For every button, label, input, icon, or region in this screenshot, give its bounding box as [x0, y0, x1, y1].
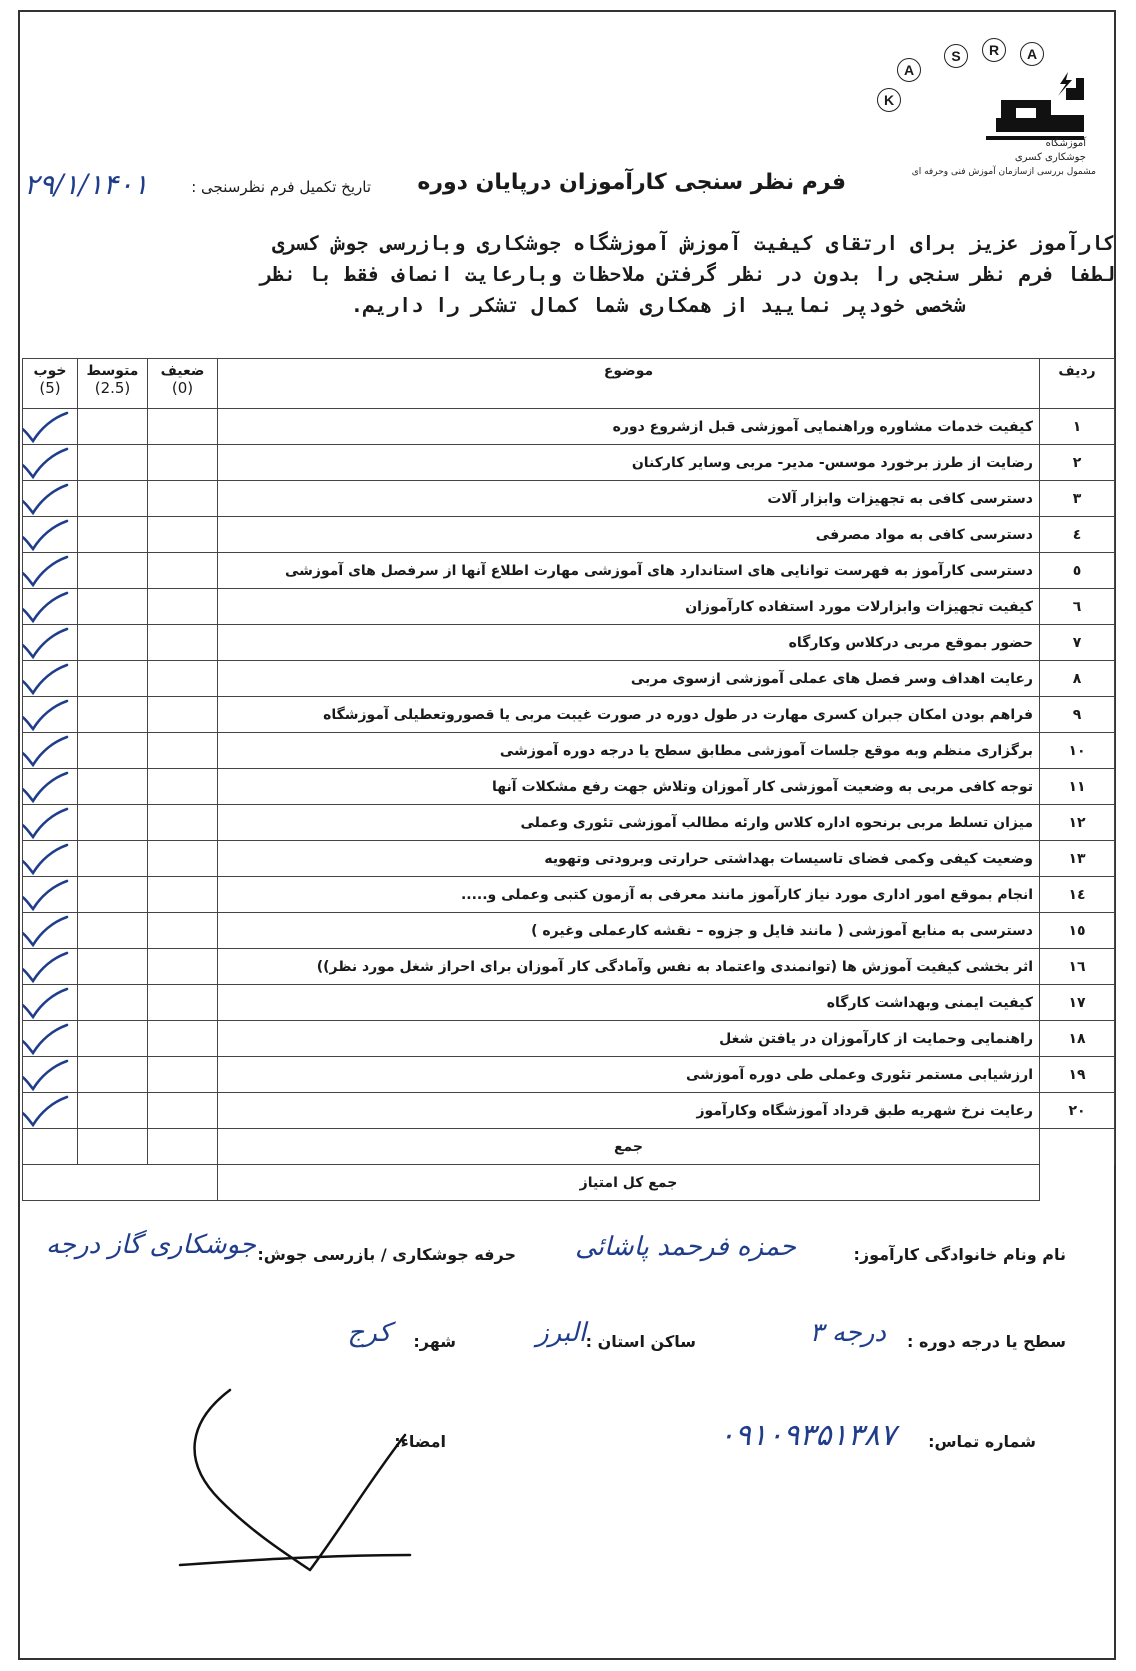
logo-letter-r: R	[982, 38, 1006, 62]
row-weak-cell[interactable]	[148, 733, 218, 769]
logo-mark-icon	[956, 70, 1086, 165]
checkmark-icon	[23, 518, 72, 552]
row-good-cell[interactable]	[23, 697, 78, 733]
row-weak-cell[interactable]	[148, 1093, 218, 1129]
row-number: ۱۰	[1040, 733, 1115, 769]
row-weak-cell[interactable]	[148, 625, 218, 661]
row-good-cell[interactable]	[23, 1093, 78, 1129]
row-topic: رعایت نرخ شهریه طبق قرداد آموزشگاه وکارآموز	[218, 1093, 1040, 1129]
table-row	[23, 409, 1115, 445]
row-medium-cell[interactable]	[78, 553, 148, 589]
date-value: ۲۹/۱/۱۴۰۱	[24, 168, 149, 201]
checkmark-icon	[23, 806, 72, 840]
logo-letter-k: K	[877, 88, 901, 112]
row-number: ۱۷	[1040, 985, 1115, 1021]
row-number: ٤	[1040, 517, 1115, 553]
trade-value: جوشکاری گاز درجه	[45, 1230, 256, 1260]
header-medium-score: (2.5)	[94, 379, 131, 397]
checkmark-icon	[23, 410, 72, 444]
row-number: ۱۸	[1040, 1021, 1115, 1057]
institute-logo	[856, 30, 1096, 180]
province-value: البرز	[536, 1318, 586, 1348]
checkmark-icon	[23, 878, 72, 912]
date-label: تاریخ تکمیل فرم نظرسنجی :	[191, 178, 371, 196]
row-medium-cell[interactable]	[78, 445, 148, 481]
row-medium-cell[interactable]	[78, 625, 148, 661]
sum-weak-cell	[148, 1129, 218, 1165]
row-topic: وضعیت کیفی وکمی فضای تاسیسات بهداشتی حرارتی وبرودتی وتهویه	[218, 841, 1040, 877]
checkmark-icon	[23, 1058, 72, 1092]
row-weak-cell[interactable]	[148, 553, 218, 589]
row-weak-cell[interactable]	[148, 913, 218, 949]
header-row-number: ردیف	[1040, 359, 1115, 409]
row-good-cell[interactable]	[23, 769, 78, 805]
row-number: ۲	[1040, 445, 1115, 481]
row-good-cell[interactable]	[23, 481, 78, 517]
row-number: ۳	[1040, 481, 1115, 517]
row-medium-cell[interactable]	[78, 769, 148, 805]
table-row	[23, 445, 1115, 481]
row-medium-cell[interactable]	[78, 805, 148, 841]
checkmark-icon	[23, 734, 72, 768]
row-weak-cell[interactable]	[148, 697, 218, 733]
table-row	[23, 877, 1115, 913]
header-good-score: (5)	[39, 379, 61, 397]
row-topic: توجه کافی مربی به وضعیت آموزشی کار آموزان وتلاش جهت رفع مشکلات آنها	[218, 769, 1040, 805]
checkmark-icon	[23, 590, 72, 624]
row-medium-cell[interactable]	[78, 481, 148, 517]
header-weak-label: ضعیف	[160, 363, 205, 379]
intro-paragraph	[40, 228, 1115, 321]
row-weak-cell[interactable]	[148, 661, 218, 697]
row-medium-cell[interactable]	[78, 661, 148, 697]
row-number: ٥	[1040, 553, 1115, 589]
row-weak-cell[interactable]	[148, 1057, 218, 1093]
table-row	[23, 661, 1115, 697]
row-medium-cell[interactable]	[78, 589, 148, 625]
row-number: ۱٥	[1040, 913, 1115, 949]
row-good-cell[interactable]	[23, 841, 78, 877]
table-row	[23, 481, 1115, 517]
row-good-cell[interactable]	[23, 1021, 78, 1057]
row-weak-cell[interactable]	[148, 769, 218, 805]
table-row	[23, 805, 1115, 841]
row-good-cell[interactable]	[23, 625, 78, 661]
row-good-cell[interactable]	[23, 553, 78, 589]
row-topic: اثر بخشی کیفیت آموزش ها (توانمندی واعتماد به نفس وآمادگی کار آموزان برای احراز شغل مورد نظر))	[218, 949, 1040, 985]
table-row	[23, 517, 1115, 553]
checkmark-icon	[23, 482, 72, 516]
row-number: ۸	[1040, 661, 1115, 697]
checkmark-icon	[23, 1094, 72, 1128]
row-topic: ارزشیابی مستمر تئوری وعملی طی دوره آموزشی	[218, 1057, 1040, 1093]
header-good	[23, 359, 78, 409]
row-topic: میزان تسلط مربی برنحوه اداره کلاس وارئه مطالب آموزشی تئوری وعملی	[218, 805, 1040, 841]
table-row	[23, 553, 1115, 589]
row-number: ٦	[1040, 589, 1115, 625]
phone-label: شماره تماس:	[928, 1432, 1036, 1451]
row-good-cell[interactable]	[23, 1057, 78, 1093]
name-value: حمزه فرحمد پاشائی	[575, 1232, 796, 1262]
row-medium-cell[interactable]	[78, 409, 148, 445]
row-medium-cell[interactable]	[78, 733, 148, 769]
row-topic: رضایت از طرز برخورد موسس- مدیر- مربی وسایر کارکنان	[218, 445, 1040, 481]
row-good-cell[interactable]	[23, 913, 78, 949]
checkmark-icon	[23, 1022, 72, 1056]
signature-icon	[170, 1380, 430, 1580]
row-good-cell[interactable]	[23, 409, 78, 445]
sum-good-cell	[23, 1129, 78, 1165]
row-topic: دسترسی کارآموز به فهرست توانایی های استاندارد های آموزشی مهارت اطلاع آنها از سرفصل های آموزشی	[218, 553, 1040, 589]
row-medium-cell[interactable]	[78, 913, 148, 949]
row-medium-cell[interactable]	[78, 949, 148, 985]
logo-text-1: آموزشگاه	[1045, 138, 1086, 149]
row-topic: دسترسی کافی به مواد مصرفی	[218, 517, 1040, 553]
row-topic: راهنمایی وحمایت از کارآموزان در یافتن شغل	[218, 1021, 1040, 1057]
row-medium-cell[interactable]	[78, 1093, 148, 1129]
row-weak-cell[interactable]	[148, 589, 218, 625]
table-row	[23, 841, 1115, 877]
form-title: فرم نظر سنجی کارآموزان درپایان دوره	[417, 170, 846, 195]
row-topic: حضور بموقع مربی درکلاس وکارگاه	[218, 625, 1040, 661]
sum-row	[23, 1129, 1115, 1165]
row-weak-cell[interactable]	[148, 445, 218, 481]
row-number: ۱	[1040, 409, 1115, 445]
header-topic: موضوع	[218, 359, 1040, 409]
row-weak-cell[interactable]	[148, 985, 218, 1021]
row-medium-cell[interactable]	[78, 1057, 148, 1093]
table-row	[23, 697, 1115, 733]
row-weak-cell[interactable]	[148, 517, 218, 553]
row-number: ۹	[1040, 697, 1115, 733]
checkmark-icon	[23, 770, 72, 804]
row-number: ۱٦	[1040, 949, 1115, 985]
table-row	[23, 1057, 1115, 1093]
checkmark-icon	[23, 554, 72, 588]
city-value: کرج	[347, 1318, 391, 1348]
logo-letter-s: S	[944, 44, 968, 68]
row-good-cell[interactable]	[23, 733, 78, 769]
phone-value: ۰۹۱۰۹۳۵۱۳۸۷	[718, 1418, 896, 1453]
checkmark-icon	[23, 842, 72, 876]
table-row	[23, 913, 1115, 949]
intro-line-1: کارآموز عزیز برای ارتقای کیفیت آموزش آموزشگاه جوشکاری وبازرسی جوش کسری	[272, 231, 1115, 255]
row-weak-cell[interactable]	[148, 949, 218, 985]
row-good-cell[interactable]	[23, 985, 78, 1021]
table-row	[23, 769, 1115, 805]
total-value-cell	[23, 1165, 218, 1201]
row-topic: کیفیت تجهیزات وابزارلات مورد استفاده کارآموزان	[218, 589, 1040, 625]
row-good-cell[interactable]	[23, 877, 78, 913]
row-medium-cell[interactable]	[78, 841, 148, 877]
row-weak-cell[interactable]	[148, 481, 218, 517]
checkmark-icon	[23, 698, 72, 732]
row-number: ۱۹	[1040, 1057, 1115, 1093]
checkmark-icon	[23, 662, 72, 696]
row-weak-cell[interactable]	[148, 805, 218, 841]
row-topic: کیفیت ایمنی وبهداشت کارگاه	[218, 985, 1040, 1021]
header-good-label: خوب	[33, 363, 67, 379]
row-medium-cell[interactable]	[78, 985, 148, 1021]
row-good-cell[interactable]	[23, 949, 78, 985]
row-number: ۲۰	[1040, 1093, 1115, 1129]
checkmark-icon	[23, 986, 72, 1020]
signature-label: امضاء:	[394, 1432, 446, 1451]
row-topic: کیفیت خدمات مشاوره وراهنمایی آموزشی قبل ازشروع دوره	[218, 409, 1040, 445]
row-good-cell[interactable]	[23, 445, 78, 481]
row-topic: دسترسی کافی به تجهیزات وابزار آلات	[218, 481, 1040, 517]
row-topic: رعایت اهداف وسر فصل های عملی آموزشی ازسوی مربی	[218, 661, 1040, 697]
trade-label: حرفه جوشکاری / بازرسی جوش:	[257, 1245, 516, 1264]
checkmark-icon	[23, 626, 72, 660]
header-weak-score: (0)	[171, 379, 194, 397]
row-good-cell[interactable]	[23, 589, 78, 625]
header-medium	[78, 359, 148, 409]
level-value: درجه ۳	[809, 1318, 886, 1348]
header-medium-label: متوسط	[86, 363, 139, 379]
table-row	[23, 949, 1115, 985]
row-medium-cell[interactable]	[78, 517, 148, 553]
survey-table	[22, 358, 1115, 1201]
row-number: ۱۲	[1040, 805, 1115, 841]
sum-medium-cell	[78, 1129, 148, 1165]
logo-text-2: جوشکاری کسری	[1014, 152, 1086, 163]
sum-row-blank	[1040, 1129, 1115, 1165]
province-label: ساکن استان :	[585, 1332, 696, 1351]
row-good-cell[interactable]	[23, 805, 78, 841]
table-row	[23, 625, 1115, 661]
row-number: ۱۱	[1040, 769, 1115, 805]
row-medium-cell[interactable]	[78, 877, 148, 913]
row-weak-cell[interactable]	[148, 841, 218, 877]
total-row-blank	[1040, 1165, 1115, 1201]
row-medium-cell[interactable]	[78, 697, 148, 733]
checkmark-icon	[23, 446, 72, 480]
row-weak-cell[interactable]	[148, 877, 218, 913]
row-number: ۷	[1040, 625, 1115, 661]
row-weak-cell[interactable]	[148, 1021, 218, 1057]
intro-line-3: شخصی خودپر نمایید از همکاری شما کمال تشکر را داریم.	[350, 293, 965, 317]
table-row	[23, 733, 1115, 769]
logo-letter-a2: A	[1020, 42, 1044, 66]
checkmark-icon	[23, 950, 72, 984]
intro-line-2: لطفا فرم نظر سنجی را بدون در نظر گرفتن ملاحظات وبارعایت انصاف فقط با نظر	[260, 262, 1115, 286]
name-label: نام ونام خانوادگی کارآموز:	[853, 1245, 1066, 1264]
sum-label: جمع	[218, 1129, 1040, 1165]
row-topic: دسترسی به منابع آموزشی ( مانند فایل و جزوه – نقشه کارعملی وغیره )	[218, 913, 1040, 949]
table-row	[23, 1093, 1115, 1129]
logo-letter-a: A	[897, 58, 921, 82]
row-medium-cell[interactable]	[78, 1021, 148, 1057]
table-row	[23, 985, 1115, 1021]
total-row	[23, 1165, 1115, 1201]
row-number: ۱۳	[1040, 841, 1115, 877]
survey-body	[23, 409, 1115, 1129]
row-weak-cell[interactable]	[148, 409, 218, 445]
row-topic: انجام بموقع امور اداری مورد نیاز کارآموز مانند معرفی به آزمون کتبی وعملی و.....	[218, 877, 1040, 913]
checkmark-icon	[23, 914, 72, 948]
row-good-cell[interactable]	[23, 517, 78, 553]
city-label: شهر:	[413, 1332, 456, 1351]
header-weak	[148, 359, 218, 409]
row-topic: برگزاری منظم وبه موقع جلسات آموزشی مطابق سطح یا درجه دوره آموزشی	[218, 733, 1040, 769]
logo-text-3: مشمول بررسی ازسازمان آموزش فنی وحرفه ای	[911, 167, 1096, 177]
table-row	[23, 1021, 1115, 1057]
row-good-cell[interactable]	[23, 661, 78, 697]
table-row	[23, 589, 1115, 625]
level-label: سطح یا درجه دوره :	[906, 1332, 1066, 1351]
total-label: جمع کل امتیاز	[218, 1165, 1040, 1201]
row-topic: فراهم بودن امکان جبران کسری مهارت در طول دوره در صورت غیبت مربی یا قصوروتعطیلی آموزشگاه	[218, 697, 1040, 733]
table-header-row	[23, 359, 1115, 409]
row-number: ۱٤	[1040, 877, 1115, 913]
